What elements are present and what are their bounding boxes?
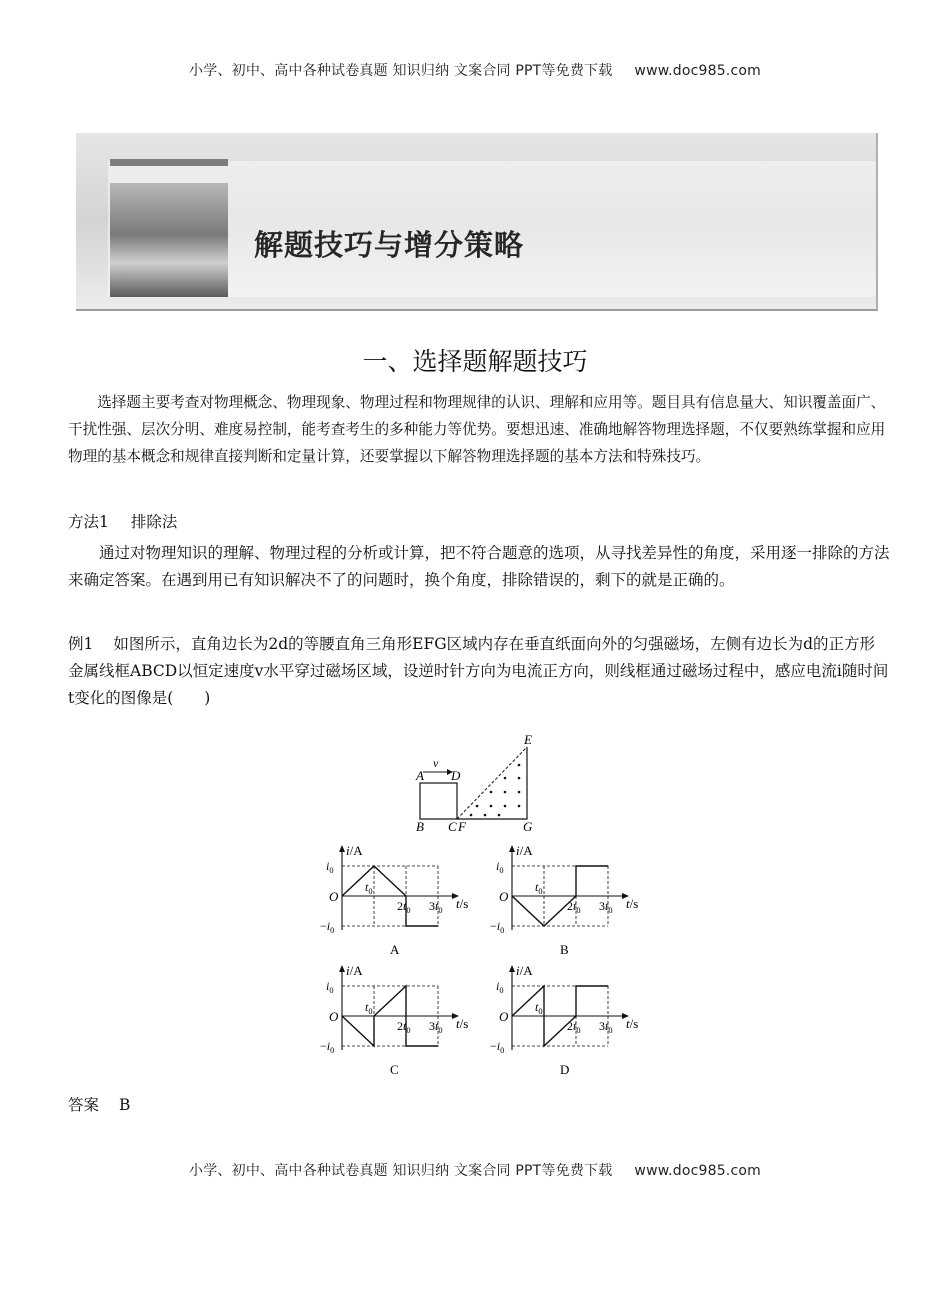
data-point-2 xyxy=(405,895,406,896)
data-point-0 xyxy=(511,1015,512,1016)
i0-label: $i_0$ xyxy=(326,979,334,995)
neg-i0-label: $-i_0$ xyxy=(490,1039,505,1055)
data-point-2 xyxy=(543,1045,544,1046)
label-D: D xyxy=(451,768,461,783)
answer-line xyxy=(68,1093,130,1115)
option-graph-C xyxy=(318,960,468,1080)
method-description: 通过对物理知识的理解、物理过程的分析或计算，把不符合题意的选项，从寻找差异性的角度，采用逐一排除的方法来确定答案。在遇到用已有知识解决不了的问题时，换个角度，排除错误的，剩下的就是正确的。 xyxy=(68,544,890,589)
x-axis-label: t/s xyxy=(456,896,468,911)
intro-paragraph: 选择题主要考查对物理概念、物理现象、物理过程和物理规律的认识、理解和应用等。题目具有信息量大、知识覆盖面广、干扰性强、层次分明、难度易控制，能考查考生的多种能力等优势。要想迅速、准确地解答物理选择题，不仅要熟练掌握和应用物理的基本概念和规律直接判断和定量计算，还要掌握以下解答物理选择题的基本方法和特殊技巧。 xyxy=(68,394,886,465)
velocity-label: v xyxy=(433,756,439,770)
banner-title: 解题技巧与增分策略 xyxy=(254,228,525,262)
data-point-2 xyxy=(373,1015,374,1016)
tick-label-1: $t_0$ xyxy=(365,880,373,896)
banner-bar xyxy=(110,159,228,166)
option-caption: A xyxy=(390,942,400,957)
y-axis-label: i/A xyxy=(516,843,533,858)
data-point-5 xyxy=(437,1045,438,1046)
tick-label-1: $t_0$ xyxy=(365,1000,373,1016)
y-axis-arrow xyxy=(339,965,345,972)
option-graph-B xyxy=(488,840,638,960)
example-label: 例1 xyxy=(68,635,94,653)
x-axis-label: t/s xyxy=(626,896,638,911)
method-label: 方法1 xyxy=(68,513,109,531)
x-axis-label: t/s xyxy=(626,1016,638,1031)
data-point-4 xyxy=(607,865,608,866)
header-text: 小学、初中、高中各种试卷真题 知识归纳 文案合同 PPT等免费下载 xyxy=(189,63,613,79)
example-1 xyxy=(68,631,890,712)
data-point-4 xyxy=(575,985,576,986)
option-caption: C xyxy=(390,1062,399,1077)
label-E: E xyxy=(524,732,532,747)
tick-label-2: $2t_0$ xyxy=(397,899,411,915)
method-heading xyxy=(68,510,177,532)
y-axis-arrow xyxy=(339,845,345,852)
tick-label-3: $3t_0$ xyxy=(429,899,443,915)
origin-label: O xyxy=(499,1009,509,1024)
y-axis-label: i/A xyxy=(346,843,363,858)
label-A: A xyxy=(416,768,424,783)
origin-label: O xyxy=(499,889,509,904)
footer-text: 小学、初中、高中各种试卷真题 知识归纳 文案合同 PPT等免费下载 xyxy=(189,1163,613,1179)
y-axis-arrow xyxy=(509,965,515,972)
page-footer xyxy=(0,1160,950,1180)
neg-i0-label: $-i_0$ xyxy=(320,1039,335,1055)
tick-label-3: $3t_0$ xyxy=(599,899,613,915)
setup-figure xyxy=(405,730,555,838)
label-B: B xyxy=(416,819,424,834)
footer-url[interactable]: www.doc985.com xyxy=(634,1163,761,1179)
page-header xyxy=(0,60,950,80)
header-url[interactable]: www.doc985.com xyxy=(634,63,761,79)
data-point-0 xyxy=(341,1015,342,1016)
tick-label-2: $2t_0$ xyxy=(567,899,581,915)
tick-label-2: $2t_0$ xyxy=(397,1019,411,1035)
data-point-3 xyxy=(575,1015,576,1016)
origin-label: O xyxy=(329,889,339,904)
data-point-4 xyxy=(405,1045,406,1046)
data-point-2 xyxy=(575,895,576,896)
tick-label-3: $3t_0$ xyxy=(599,1019,613,1035)
data-point-3 xyxy=(575,865,576,866)
origin-label: O xyxy=(329,1009,339,1024)
tick-label-1: $t_0$ xyxy=(535,880,543,896)
option-graph-A xyxy=(318,840,468,960)
neg-i0-label: $-i_0$ xyxy=(320,919,335,935)
data-point-1 xyxy=(543,925,544,926)
label-G: G xyxy=(523,819,533,834)
tick-label-2: $2t_0$ xyxy=(567,1019,581,1035)
answer-value: B xyxy=(119,1096,131,1114)
data-point-3 xyxy=(405,925,406,926)
tick-label-1: $t_0$ xyxy=(535,1000,543,1016)
data-point-1 xyxy=(373,865,374,866)
section-title: 一、选择题解题技巧 xyxy=(362,347,588,376)
data-point-0 xyxy=(511,895,512,896)
banner-photo xyxy=(110,183,228,297)
y-axis-label: i/A xyxy=(346,963,363,978)
data-point-1 xyxy=(543,985,544,986)
data-point-1 xyxy=(373,1045,374,1046)
magnetic-field-dots xyxy=(470,764,521,817)
method-name: 排除法 xyxy=(130,513,178,531)
option-graph-D xyxy=(488,960,638,1080)
option-caption: D xyxy=(560,1062,570,1077)
neg-i0-label: $-i_0$ xyxy=(490,919,505,935)
i0-label: $i_0$ xyxy=(326,859,334,875)
y-axis-arrow xyxy=(509,845,515,852)
x-axis-label: t/s xyxy=(456,1016,468,1031)
i0-label: $i_0$ xyxy=(496,859,504,875)
option-caption: B xyxy=(560,942,569,957)
triangle-hypotenuse xyxy=(457,747,527,819)
y-axis-label: i/A xyxy=(516,963,533,978)
data-point-4 xyxy=(437,925,438,926)
data-point-5 xyxy=(607,985,608,986)
data-point-0 xyxy=(341,895,342,896)
data-point-3 xyxy=(405,985,406,986)
label-F: F xyxy=(458,819,466,834)
i0-label: $i_0$ xyxy=(496,979,504,995)
tick-label-3: $3t_0$ xyxy=(429,1019,443,1035)
chapter-banner xyxy=(76,133,878,311)
square-frame xyxy=(420,783,457,819)
example-text: 如图所示，直角边长为2d的等腰直角三角形EFG区域内存在垂直纸面向外的匀强磁场，左侧有边长为d的正方形金属线框ABCD以恒定速度v水平穿过磁场区域，设逆时针方向为电流正方向，则线框通过磁场过程中，感应电流i随时间t变化的图像是( ) xyxy=(68,635,889,707)
answer-label: 答案 xyxy=(68,1096,100,1114)
label-C: C xyxy=(448,819,457,834)
